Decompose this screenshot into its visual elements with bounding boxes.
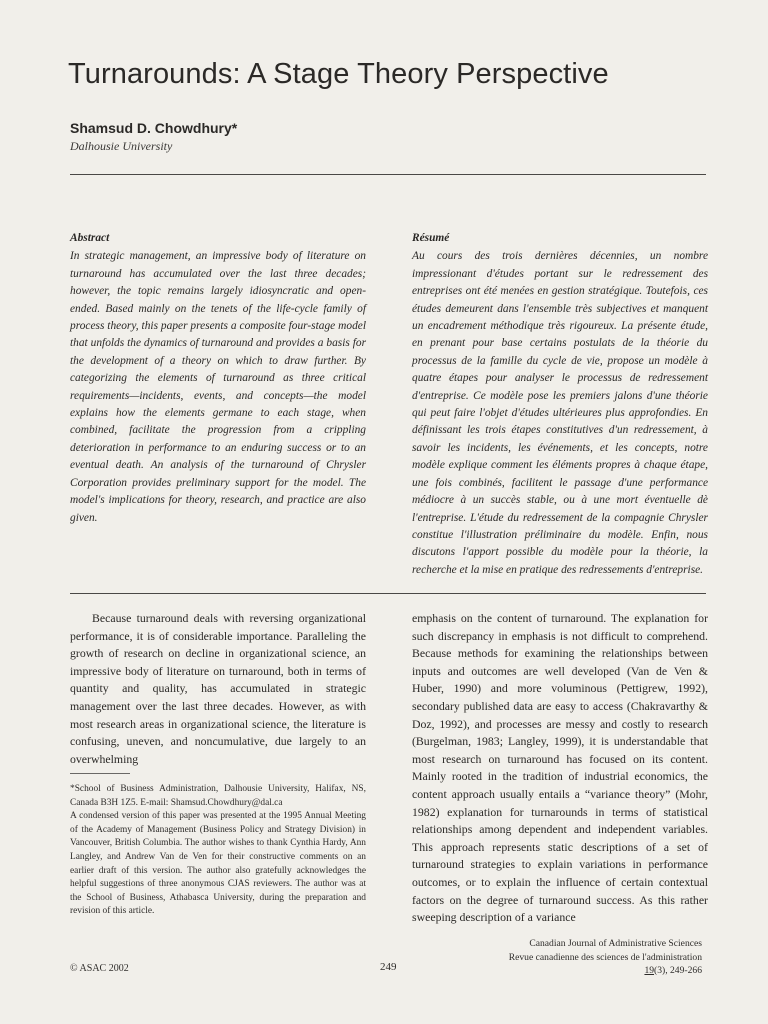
article-title: Turnarounds: A Stage Theory Perspective — [68, 58, 609, 90]
footnote-notes: A condensed version of this paper was presented at the 1995 Annual Meeting of the Academy of Management (Business Policy and Strategy Division) in Vancouver, British Columbia. The author wishes to thank Cynthia Hardy, Ann Langley, and Andrew Van de Ven for their constructive comments on an earlier draft of this version. The author also gratefully acknowledges the helpful suggestions of three anonymous CJAS reviewers. The author was at the School of Business, Athabasca University, during the preparation and revision of this article. — [70, 811, 366, 917]
body-column-left — [70, 610, 366, 768]
journal-citation — [509, 937, 702, 978]
footnote-address: *School of Business Administration, Dalhousie University, Halifax, NS, Canada B3H 1Z5. E-mail: Shamsud.Chowdhury@dal.ca — [70, 784, 366, 808]
abstract-french — [412, 230, 708, 579]
journal-name-fr: Revue canadienne des sciences de l'administration — [508, 951, 702, 963]
body-column-right — [412, 610, 708, 927]
author-name: Shamsud D. Chowdhury* — [70, 120, 238, 136]
resume-text: Au cours des trois dernières décennies, un nombre impressionant d'études portant sur le redressement des entreprises ont été menées en gestion stratégique. Toutefois, ces études demeurent dans l'ensemble très subjectives et manquent un encadrement méthodique très rigoureux. La présente étude, en prenant pour base certains postulats de la théorie du processus de la famille du cycle de vie, propose un modèle à quatre étapes pour analyser le processus de redressement d'entreprise. Ce modèle pose les premiers jalons d'une théorie qui peut faire l'objet d'études ultérieures plus approfondies. En définissant les trois étapes constitutives d'un redressement, à savoir les incidents, les événements, et les concepts, notre modèle explique comment les éléments propres à chaque étape, une fois combinés, facilitent le passage d'une performance médiocre à un succès stable, ou à une mort éventuelle dè l'entreprise. L'étude du redressement de la compagnie Chrysler constitue l'illustration préliminaire du modèle. Enfin, nous discutons l'apport possible du modèle pour la théorie, la recherche et la mise en pratique des redressements d'entreprise. — [412, 250, 708, 576]
footnote-divider — [70, 773, 130, 774]
copyright-notice: © ASAC 2002 — [70, 963, 129, 974]
author-affiliation: Dalhousie University — [70, 139, 173, 153]
journal-issue-pages: (3), 249-266 — [654, 965, 702, 977]
abstract-english — [70, 230, 366, 527]
footnote — [70, 783, 366, 919]
resume-heading: Résumé — [412, 232, 450, 244]
header-divider — [70, 174, 706, 175]
abstract-text: In strategic management, an impressive body of literature on turnaround has accumulated over the last three decades; however, the topic remains largely idiosyncratic and open-ended. Based mainly on the tenets of the life-cycle family of process theory, this paper presents a composite four-stage model that unfolds the dynamics of turnaround and provides a basis for the development of a theory on which to draw further. By categorizing the elements of turnaround as three critical requirements—incidents, events, and concepts—the model explains how the elements germane to each stage, when combined, facilitate the progression from a crippling deterioration in performance to an enduring success or to an eventual death. An analysis of the turnaround of Chrysler Corporation provides preliminary support for the model. The model's implications for theory, research, and practice are also given. — [70, 250, 366, 524]
body-paragraph: emphasis on the content of turnaround. The explanation for such discrepancy in emphasis is not difficult to comprehend. Because methods for examining the relationships between inputs and outcomes are well developed (Van de Ven & Huber, 1990) and more voluminous (Pettigrew, 1992), secondary published data are easy to access (Chakravarthy & Doz, 1992), and processes are messy and costly to research (Burgelman, 1983; Langley, 1999), it is understandable that most research on turnaround has focused on its content. Mainly rooted in the tradition of industrial economics, the content approach usually entails a “variance theory” (Mohr, 1982) explanation for turnarounds in terms of statistical relationships among dependent and independent variables. This approach represents static descriptions of a set of turnaround strategies to explain variations in performance outcomes, or to explain the influence of certain contextual factors on the degree of turnaround success. As this rather sweeping description of a variance — [412, 611, 708, 925]
journal-name-en: Canadian Journal of Administrative Sciences — [529, 938, 702, 949]
journal-volume-issue — [509, 964, 702, 978]
body-paragraph: Because turnaround deals with reversing organizational performance, it is of considerable importance. Paralleling the growth of research on decline in organizational science, an impressive body of literature on turnaround, both in terms of quantity and quality, has accumulated in strategic management over the last three decades. However, as with most research areas in organizational science, the literature is confusing, uneven, and noncumulative, due largely to an overwhelming — [70, 611, 366, 766]
abstract-divider — [70, 593, 706, 594]
page-number: 249 — [380, 961, 397, 973]
journal-volume: 19 — [644, 965, 655, 977]
abstract-heading: Abstract — [70, 232, 110, 244]
